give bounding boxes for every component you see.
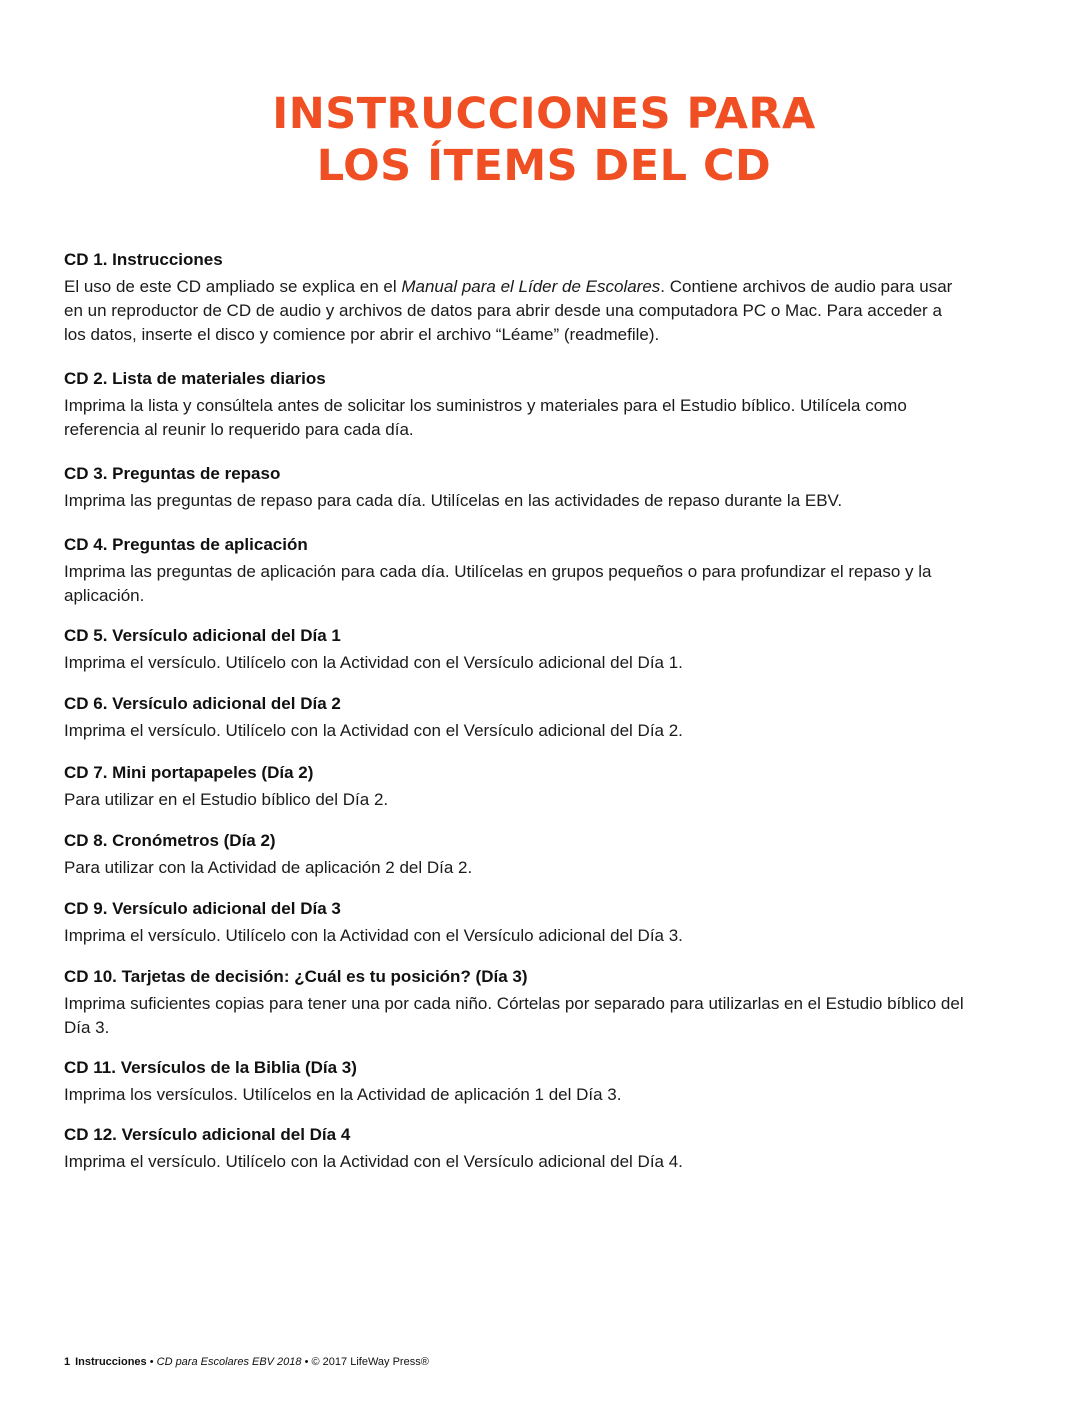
cd-item-9 <box>64 897 964 948</box>
cd-item-body: Para utilizar en el Estudio bíblico del Día 2. <box>64 790 389 809</box>
cd-item-heading: CD 8. Cronómetros (Día 2) <box>64 831 276 850</box>
cd-item-heading: CD 9. Versículo adicional del Día 3 <box>64 899 341 918</box>
cd-item-1 <box>64 248 964 347</box>
cd-item-body: Imprima suficientes copias para tener una por cada niño. Córtelas por separado para utilizarlas en el Estudio bíblico del Día 3. <box>64 994 964 1037</box>
cd-item-heading: CD 10. Tarjetas de decisión: ¿Cuál es tu posición? (Día 3) <box>64 967 528 986</box>
cd-item-heading: CD 12. Versículo adicional del Día 4 <box>64 1125 351 1144</box>
page-title-line-1: INSTRUCCIONES PARA <box>272 89 816 139</box>
cd-item-heading: CD 5. Versículo adicional del Día 1 <box>64 626 341 645</box>
cd-item-heading: CD 7. Mini portapapeles (Día 2) <box>64 763 314 782</box>
page-title <box>0 88 1088 192</box>
cd-item-heading: CD 6. Versículo adicional del Día 2 <box>64 694 341 713</box>
cd-item-7 <box>64 761 964 812</box>
page-footer: 1 Instrucciones • CD para Escolares EBV 2018 • © 2017 LifeWay Press® <box>64 1356 429 1368</box>
footer-product: CD para Escolares EBV 2018 <box>156 1356 302 1368</box>
cd-item-3 <box>64 462 964 513</box>
cd-item-heading: CD 4. Preguntas de aplicación <box>64 535 308 554</box>
cd-item-10 <box>64 965 964 1040</box>
cd-item-heading: CD 11. Versículos de la Biblia (Día 3) <box>64 1058 357 1077</box>
cd-item-2 <box>64 367 964 442</box>
cd-item-11 <box>64 1056 964 1107</box>
footer-copyright: © 2017 LifeWay Press® <box>311 1356 429 1368</box>
cd-item-body: Para utilizar con la Actividad de aplicación 2 del Día 2. <box>64 858 473 877</box>
cd-item-heading: CD 3. Preguntas de repaso <box>64 464 281 483</box>
instructions-list <box>64 248 964 1174</box>
cd-item-4 <box>64 533 964 608</box>
cd-item-body: Imprima las preguntas de aplicación para cada día. Utilícelas en grupos pequeños o para profundizar el repaso y la aplicación. <box>64 562 932 605</box>
cd-item-8 <box>64 829 964 880</box>
cd-item-6 <box>64 692 964 743</box>
manual-title: Manual para el Líder de Escolares <box>401 277 661 296</box>
cd-item-body: Imprima el versículo. Utilícelo con la Actividad con el Versículo adicional del Día 2. <box>64 721 683 740</box>
cd-item-5 <box>64 624 964 675</box>
cd-item-body: El uso de este CD ampliado se explica en el Manual para el Líder de Escolares. Contiene archivos de audio para usar en un reproductor de CD de audio y archivos de datos para abrir desde una computadora PC o Mac. Para acceder a los datos, inserte el disco y comience por abrir el archivo “Léame” (readmefile). <box>64 277 953 344</box>
cd-item-heading: CD 2. Lista de materiales diarios <box>64 369 326 388</box>
cd-item-body: Imprima el versículo. Utilícelo con la Actividad con el Versículo adicional del Día 4. <box>64 1152 683 1171</box>
cd-item-heading: CD 1. Instrucciones <box>64 250 223 269</box>
footer-section: Instrucciones <box>75 1356 147 1368</box>
cd-item-body: Imprima la lista y consúltela antes de solicitar los suministros y materiales para el Estudio bíblico. Utilícela como referencia al reunir lo requerido para cada día. <box>64 396 907 439</box>
page-title-line-2: LOS ÍTEMS DEL CD <box>316 141 772 191</box>
cd-item-body: Imprima los versículos. Utilícelos en la Actividad de aplicación 1 del Día 3. <box>64 1085 622 1104</box>
cd-item-body: Imprima el versículo. Utilícelo con la Actividad con el Versículo adicional del Día 3. <box>64 926 683 945</box>
cd-item-body: Imprima las preguntas de repaso para cada día. Utilícelas en las actividades de repaso durante la EBV. <box>64 491 843 510</box>
page-number: 1 <box>64 1356 71 1368</box>
cd-item-body: Imprima el versículo. Utilícelo con la Actividad con el Versículo adicional del Día 1. <box>64 653 683 672</box>
cd-item-12 <box>64 1123 964 1174</box>
